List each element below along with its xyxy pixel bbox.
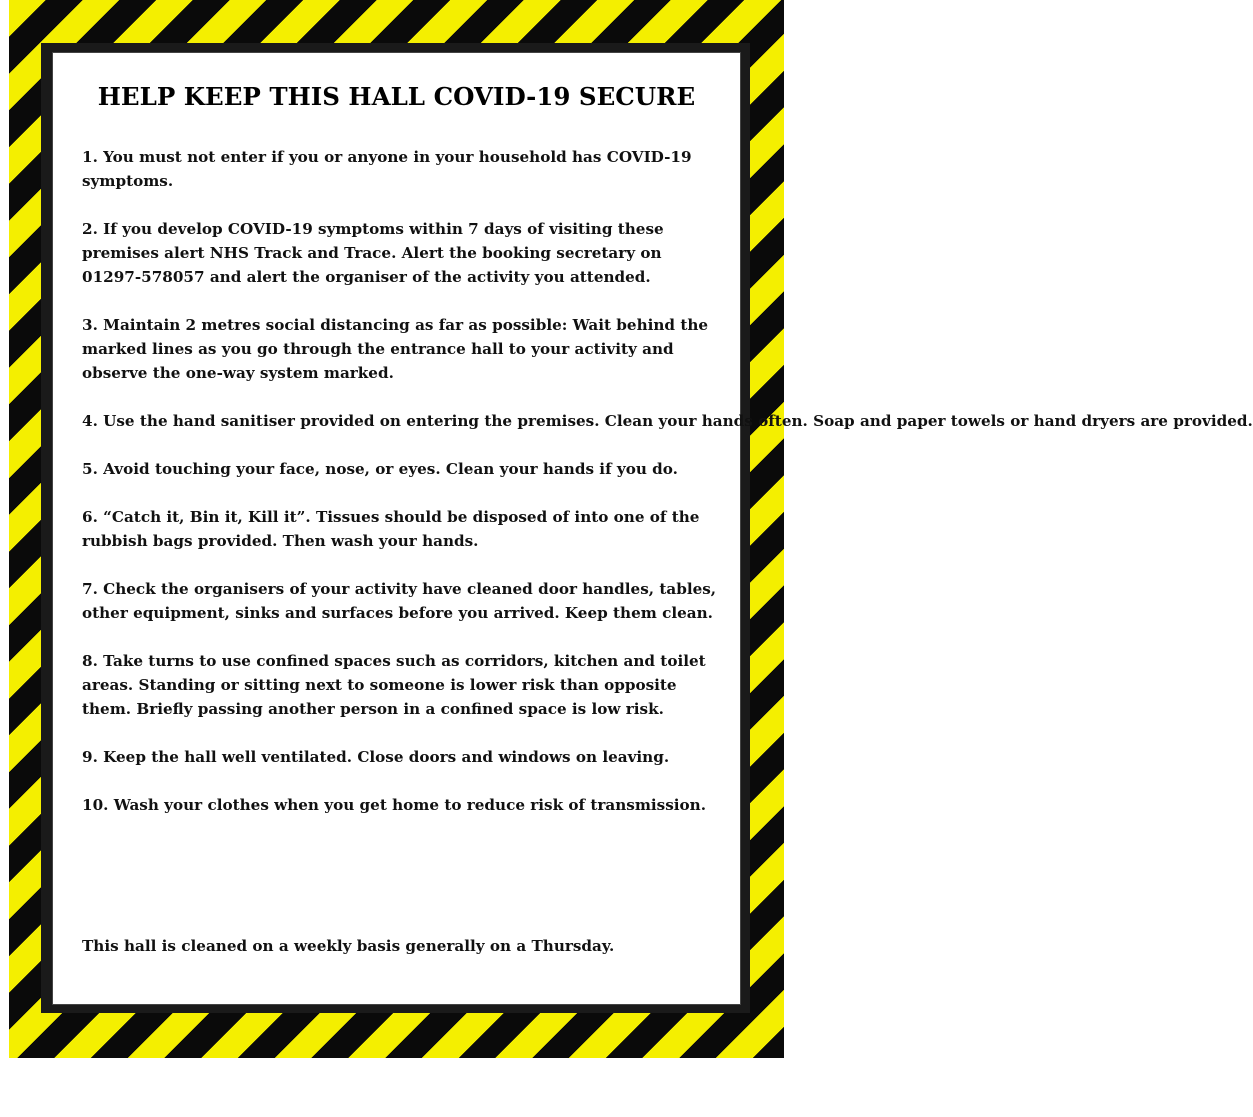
rule-item: 7. Check the organisers of your activity have cleaned door handles, tables, other equipment, sinks and surfaces before you arrived. Keep them clean. [82,580,717,622]
rule-item: 8. Take turns to use confined spaces such as corridors, kitchen and toilet areas. Standing or sitting next to someone is lower risk than opposite them. Briefly passing another person in a confined space is low risk. [82,652,706,718]
rules-list [82,145,1253,841]
rule-item: 3. Maintain 2 metres social distancing as far as possible: Wait behind the marked lines as you go through the entrance hall to your activity and observe the one-way system marked. [82,316,709,382]
rule-item: 6. “Catch it, Bin it, Kill it”. Tissues should be disposed of into one of the rubbish bags provided. Then wash your hands. [82,508,700,550]
rule-item: 2. If you develop COVID-19 symptoms within 7 days of visiting these premises alert NHS Track and Trace. Alert the booking secretary on 01297-578057 and alert the organiser of the activity you attended. [82,220,664,286]
rule-item: 1. You must not enter if you or anyone in your household has COVID-19 symptoms. [82,148,692,190]
cleaning-schedule-note: This hall is cleaned on a weekly basis generally on a Thursday. [82,937,615,955]
rule-item: 5. Avoid touching your face, nose, or eyes. Clean your hands if you do. [82,460,678,478]
rule-item: 10. Wash your clothes when you get home to reduce risk of transmission. [82,796,706,814]
page-title: HELP KEEP THIS HALL COVID-19 SECURE [97,82,696,111]
rule-item: 9. Keep the hall well ventilated. Close doors and windows on leaving. [82,748,670,766]
rule-item: 4. Use the hand sanitiser provided on entering the premises. Clean your hands often. Soap and paper towels or hand dryers are provided. [82,412,1253,430]
